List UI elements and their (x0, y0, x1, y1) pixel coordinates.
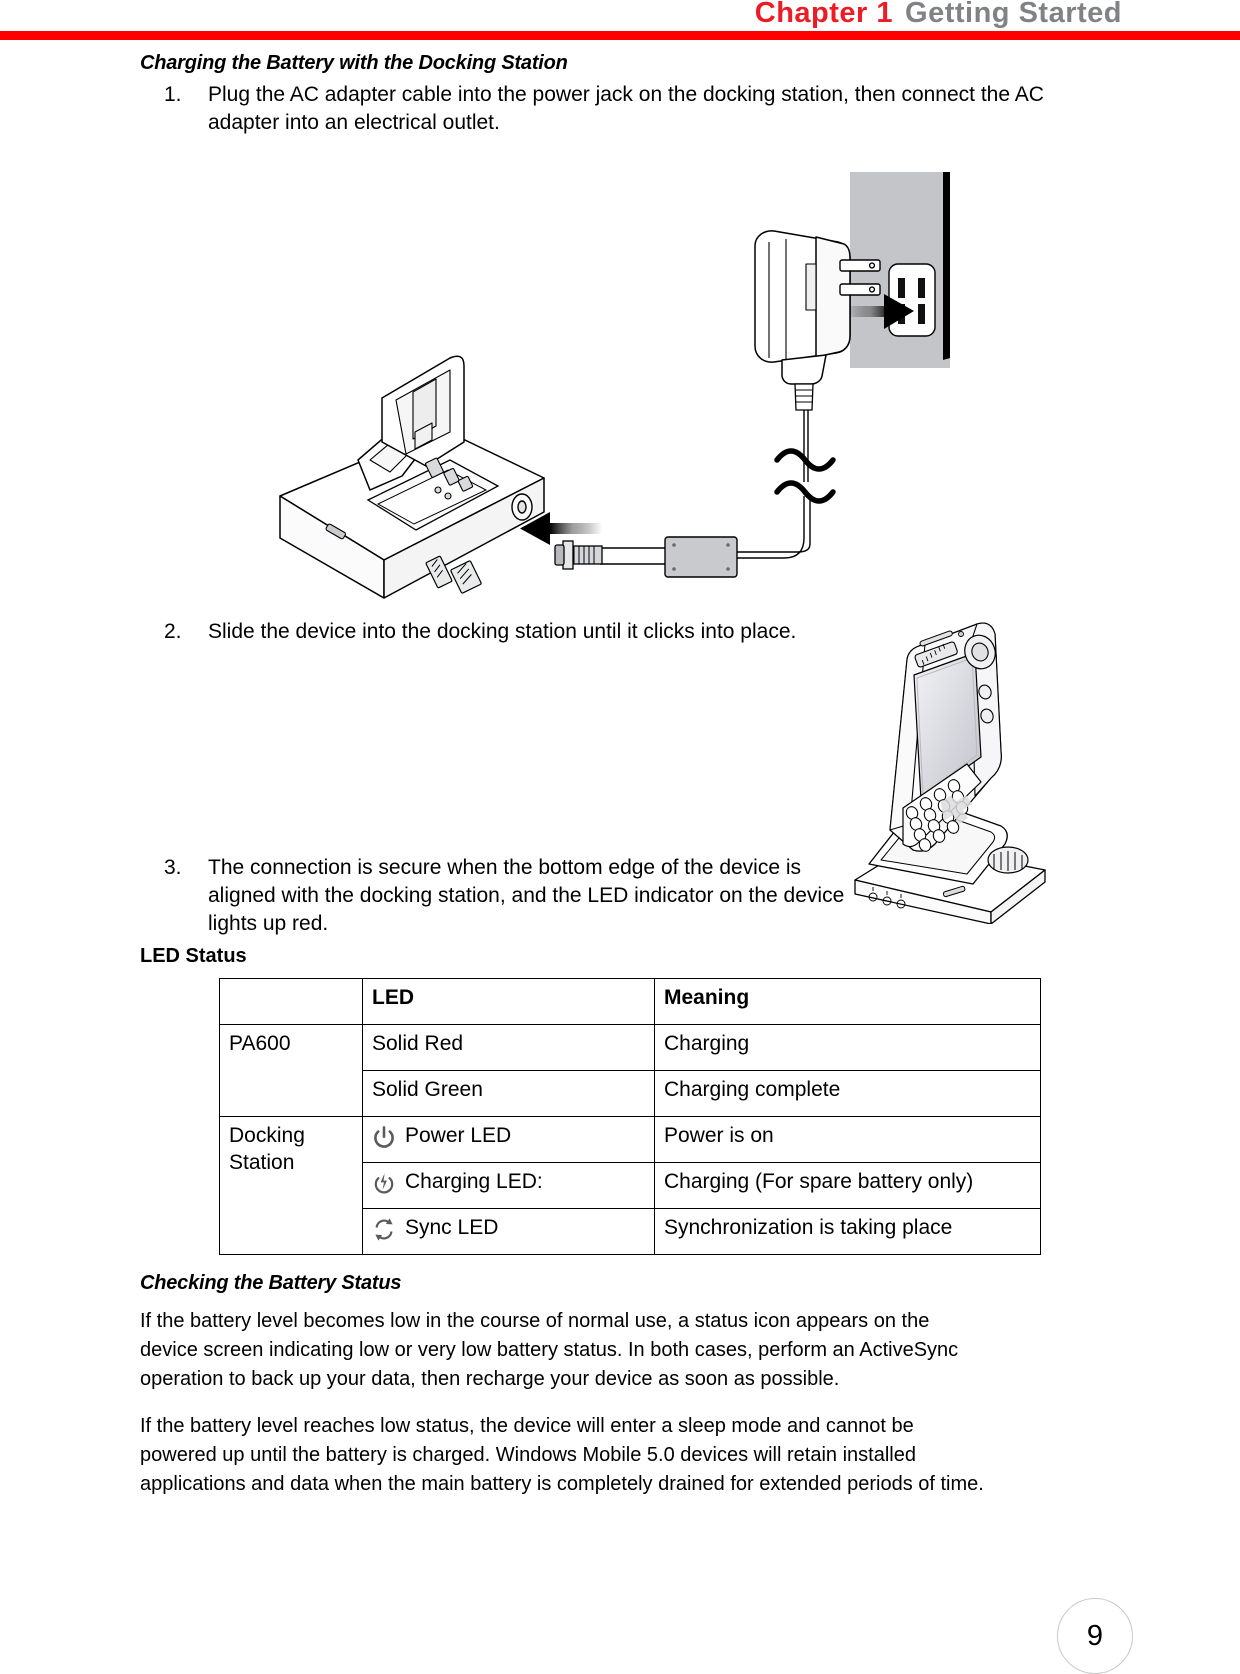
led-status-table (219, 978, 1041, 1255)
page-header (0, 0, 1240, 40)
step-text: Slide the device into the docking station until it clicks into place. (208, 620, 797, 643)
header-chapter-label: Chapter 1 (754, 0, 894, 29)
ac-adapter-docking-station-illustration (250, 160, 950, 600)
paragraph-battery-low: If the battery level becomes low in the course of normal use, a status icon appears on the device screen indicating low or very low battery status. In both cases, perform an ActiveSync operation to back up your data, then recharge your device as soon as possible. (140, 1310, 959, 1390)
cell-led-label: Sync LED (405, 1216, 499, 1239)
running-header-title (755, 0, 1122, 30)
step-number: 1. (164, 83, 182, 106)
cell-meaning: Synchronization is taking place (655, 1209, 1041, 1255)
step-number: 2. (164, 620, 182, 643)
charging-bolt-icon (372, 1171, 396, 1197)
table-row (220, 1117, 1041, 1163)
main-content (140, 52, 1060, 137)
table-header-row (220, 979, 1041, 1025)
checking-battery-status-section (140, 1272, 1060, 1517)
section-heading-charging-battery: Charging the Battery with the Docking Station (140, 52, 568, 74)
cell-led (363, 1209, 655, 1255)
cell-device: Docking Station (220, 1117, 363, 1255)
cell-led (363, 1163, 655, 1209)
power-icon (372, 1125, 396, 1151)
cell-led-label: Power LED (405, 1124, 512, 1147)
step-number: 3. (164, 856, 182, 879)
step-item-2 (140, 618, 848, 646)
step-item-1 (140, 81, 1060, 137)
cell-led: Solid Green (363, 1071, 655, 1117)
table-row (220, 1025, 1041, 1071)
cell-meaning: Power is on (655, 1117, 1041, 1163)
sync-icon (372, 1217, 396, 1243)
cell-device: PA600 (220, 1025, 363, 1117)
cell-meaning: Charging (For spare battery only) (655, 1163, 1041, 1209)
step-text: Plug the AC adapter cable into the power jack on the docking station, then connect the AC adapter into an electrical outlet. (208, 83, 1044, 134)
paragraph-battery-sleep: If the battery level reaches low status, the device will enter a sleep mode and cannot be powered up until the battery is charged. Windows Mobile 5.0 devices will retain installed applications and data when the main battery is completely drained for extended periods of time. (140, 1415, 984, 1495)
cell-meaning: Charging complete (655, 1071, 1041, 1117)
step-item-3 (140, 854, 848, 938)
led-status-heading: LED Status (140, 945, 247, 967)
cell-meaning: Charging (655, 1025, 1041, 1071)
header-section-label: Getting Started (905, 0, 1122, 29)
cell-led: Solid Red (363, 1025, 655, 1071)
cell-led (363, 1117, 655, 1163)
table-header-meaning: Meaning (655, 979, 1041, 1025)
table-header-led: LED (363, 979, 655, 1025)
section-heading-checking-battery: Checking the Battery Status (140, 1272, 402, 1294)
cell-led-label: Charging LED: (405, 1170, 543, 1193)
page-number-badge: 9 (1057, 1598, 1133, 1674)
table-header-blank (220, 979, 363, 1025)
step-text: The connection is secure when the bottom edge of the device is aligned with the docking station, and the LED indicator on the device lights up red. (208, 856, 845, 935)
header-rule-divider (0, 31, 1240, 40)
